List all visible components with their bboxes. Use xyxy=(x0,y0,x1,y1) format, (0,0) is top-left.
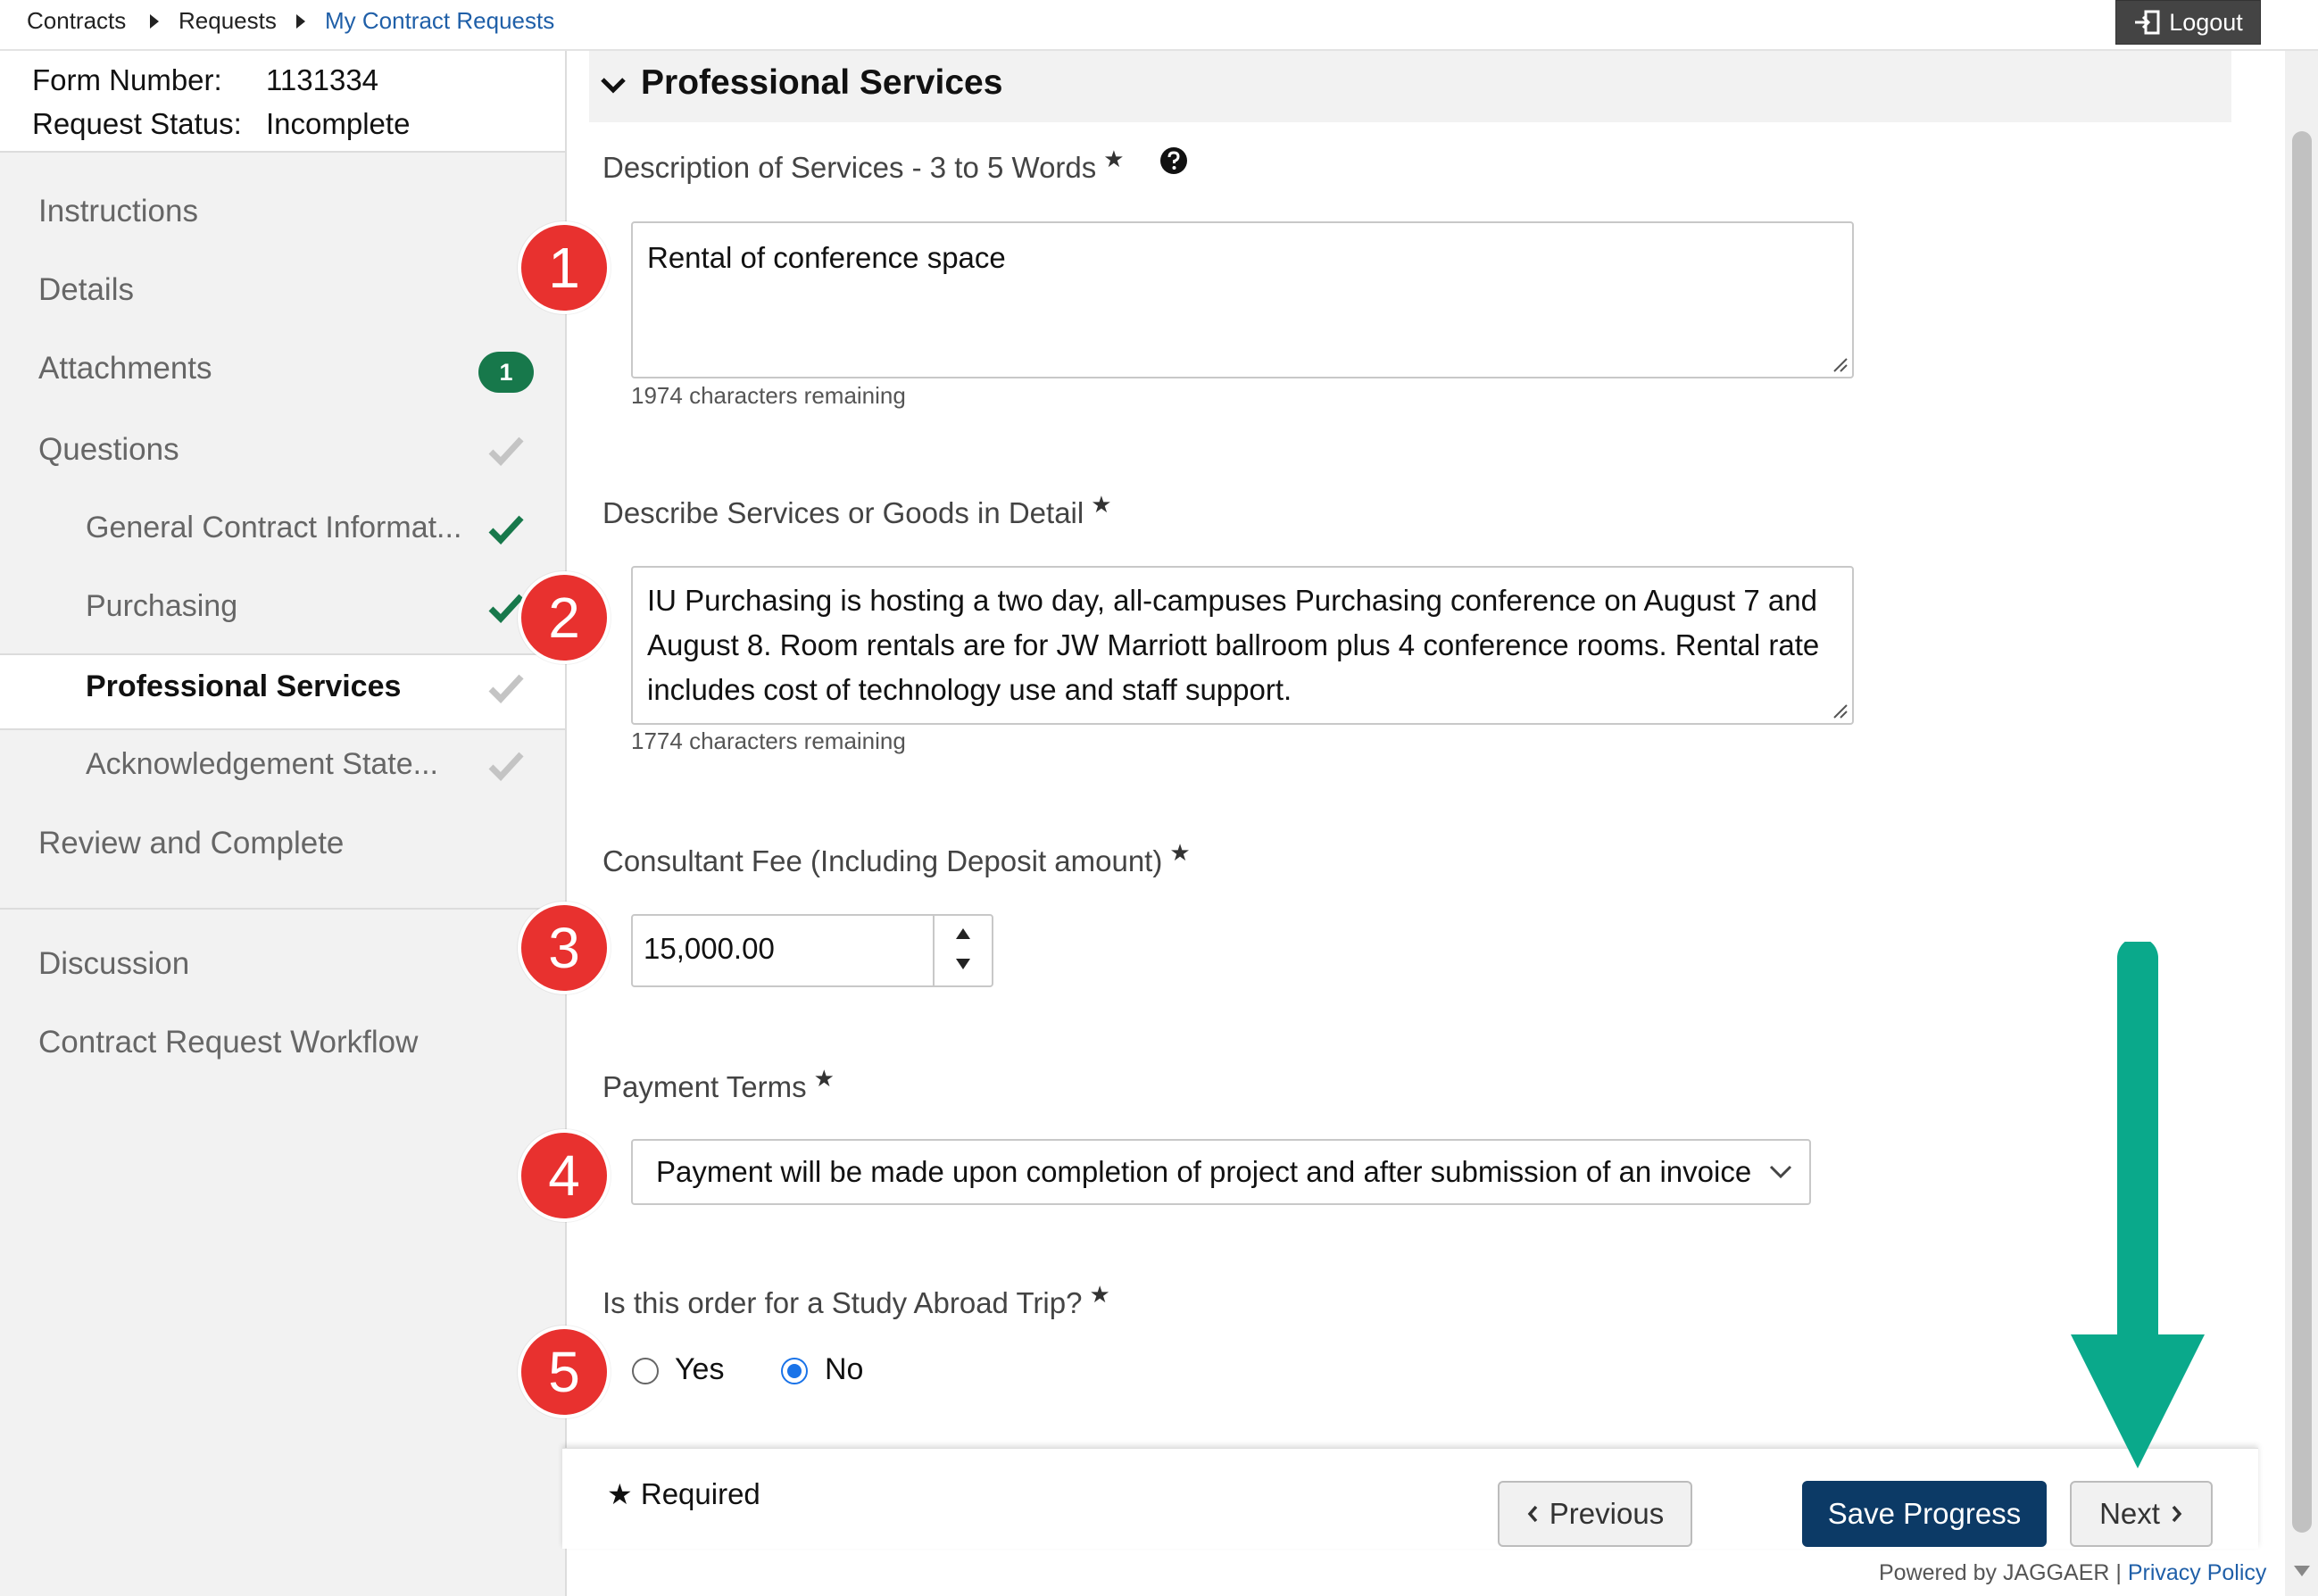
consultant-fee-input[interactable] xyxy=(631,914,993,987)
logout-button[interactable] xyxy=(2115,0,2261,45)
save-progress-label: Save Progress xyxy=(1827,1497,2022,1530)
footer-bar xyxy=(562,1448,2258,1549)
next-label: Next xyxy=(2099,1497,2160,1530)
request-status-label: Request Status: xyxy=(32,107,242,140)
describe-services-detail-label: Describe Services or Goods in Detail ★ xyxy=(602,491,1112,529)
check-icon xyxy=(488,751,524,781)
annotation-1: 1 xyxy=(518,221,611,314)
annotation-4: 4 xyxy=(518,1129,611,1222)
form-info xyxy=(0,51,565,153)
sidebar-item-general-contract-information[interactable]: General Contract Informat... xyxy=(86,511,462,544)
resize-handle-icon[interactable] xyxy=(1829,353,1849,373)
annotation-2: 2 xyxy=(518,571,611,664)
top-bar xyxy=(0,0,2318,51)
previous-button[interactable] xyxy=(1498,1481,1692,1547)
chevron-right-icon xyxy=(2171,1504,2183,1524)
logout-icon xyxy=(2133,10,2160,35)
sidebar-item-questions[interactable]: Questions xyxy=(38,432,179,467)
sidebar-item-attachments[interactable]: Attachments xyxy=(38,351,212,386)
annotation-3: 3 xyxy=(518,902,611,994)
sidebar-item-discussion[interactable]: Discussion xyxy=(38,946,190,981)
attachments-count-badge: 1 xyxy=(478,352,534,393)
breadcrumb-separator-icon xyxy=(150,14,159,29)
payment-terms-select[interactable] xyxy=(631,1139,1811,1205)
arrow-down-annotation-icon xyxy=(2062,942,2214,1477)
form-number-value: 1131334 xyxy=(266,63,379,96)
annotation-5: 5 xyxy=(518,1326,611,1418)
required-star-icon: ★ xyxy=(1169,839,1191,866)
resize-handle-icon[interactable] xyxy=(1829,700,1849,719)
detail-characters-remaining: 1774 characters remaining xyxy=(631,727,906,754)
check-icon xyxy=(488,436,524,466)
required-note xyxy=(607,1477,760,1511)
previous-label: Previous xyxy=(1549,1497,1665,1530)
chevron-down-icon[interactable] xyxy=(600,76,627,96)
consultant-fee-label: Consultant Fee (Including Deposit amount) ★ xyxy=(602,839,1191,877)
sidebar-item-details[interactable]: Details xyxy=(38,272,134,307)
description-characters-remaining: 1974 characters remaining xyxy=(631,382,906,409)
chevron-down-icon xyxy=(1768,1164,1793,1180)
payment-terms-label: Payment Terms ★ xyxy=(602,1065,835,1103)
sidebar-divider xyxy=(0,908,565,910)
describe-services-detail-value: IU Purchasing is hosting a two day, all-campuses Purchasing conference on August 7 and August 8. Room rentals are for JW Marriott ballroom plus 4 conference rooms. Rental rate includes cost of technology use and staff support. xyxy=(647,584,1820,706)
breadcrumb-requests[interactable]: Requests xyxy=(179,7,277,34)
stepper-up-icon[interactable] xyxy=(954,927,972,941)
study-abroad-label: Is this order for a Study Abroad Trip? ★ xyxy=(602,1281,1110,1319)
logout-label: Logout xyxy=(2169,8,2243,36)
breadcrumb-my-contract-requests[interactable]: My Contract Requests xyxy=(325,7,555,34)
study-abroad-yes-radio[interactable] xyxy=(632,1358,659,1384)
next-button[interactable] xyxy=(2070,1481,2213,1547)
scroll-down-icon[interactable] xyxy=(2292,1564,2312,1578)
scrollbar-thumb[interactable] xyxy=(2292,131,2312,1533)
description-of-services-textarea[interactable] xyxy=(631,221,1854,378)
sidebar-item-professional-services[interactable]: Professional Services xyxy=(86,669,402,703)
sidebar-item-instructions[interactable]: Instructions xyxy=(38,194,198,229)
required-star-icon: ★ xyxy=(813,1065,835,1092)
request-status-value: Incomplete xyxy=(266,107,411,140)
check-icon xyxy=(488,673,524,703)
study-abroad-yes-label[interactable]: Yes xyxy=(675,1352,725,1386)
description-of-services-label: Description of Services - 3 to 5 Words ★ xyxy=(602,145,1125,184)
sidebar-item-contract-request-workflow[interactable]: Contract Request Workflow xyxy=(38,1025,419,1060)
payment-terms-value: Payment will be made upon completion of project and after submission of an invoice xyxy=(656,1155,1752,1188)
consultant-fee-value: 15,000.00 xyxy=(644,932,775,965)
section-header[interactable] xyxy=(589,51,2231,122)
required-star-icon: ★ xyxy=(1089,1281,1110,1308)
sidebar xyxy=(0,51,567,1596)
description-of-services-value: Rental of conference space xyxy=(647,241,1006,274)
section-title: Professional Services xyxy=(641,63,1003,102)
powered-by xyxy=(1879,1560,2266,1586)
fee-stepper[interactable] xyxy=(933,916,992,985)
save-progress-button[interactable] xyxy=(1802,1481,2047,1547)
sidebar-item-review-and-complete[interactable]: Review and Complete xyxy=(38,826,345,860)
powered-by-text: Powered by JAGGAER | xyxy=(1879,1560,2122,1585)
sidebar-item-purchasing[interactable]: Purchasing xyxy=(86,589,238,623)
help-icon[interactable] xyxy=(1159,145,1189,176)
form-number-label: Form Number: xyxy=(32,63,222,96)
study-abroad-no-radio[interactable] xyxy=(781,1358,808,1384)
study-abroad-no-label[interactable]: No xyxy=(825,1352,864,1386)
check-icon xyxy=(488,514,524,544)
required-note-label: Required xyxy=(640,1477,760,1510)
scrollbar[interactable] xyxy=(2285,51,2318,1596)
stepper-down-icon[interactable] xyxy=(954,957,972,971)
describe-services-detail-textarea[interactable] xyxy=(631,566,1854,725)
breadcrumb-separator-icon xyxy=(296,14,305,29)
privacy-policy-link[interactable]: Privacy Policy xyxy=(2127,1560,2267,1585)
required-star-icon: ★ xyxy=(1091,491,1112,518)
breadcrumb-contracts[interactable]: Contracts xyxy=(27,7,127,34)
chevron-left-icon xyxy=(1526,1504,1539,1524)
sidebar-item-acknowledgement-statement[interactable]: Acknowledgement State... xyxy=(86,747,439,781)
required-star-icon: ★ xyxy=(607,1478,633,1510)
required-star-icon: ★ xyxy=(1103,145,1125,172)
